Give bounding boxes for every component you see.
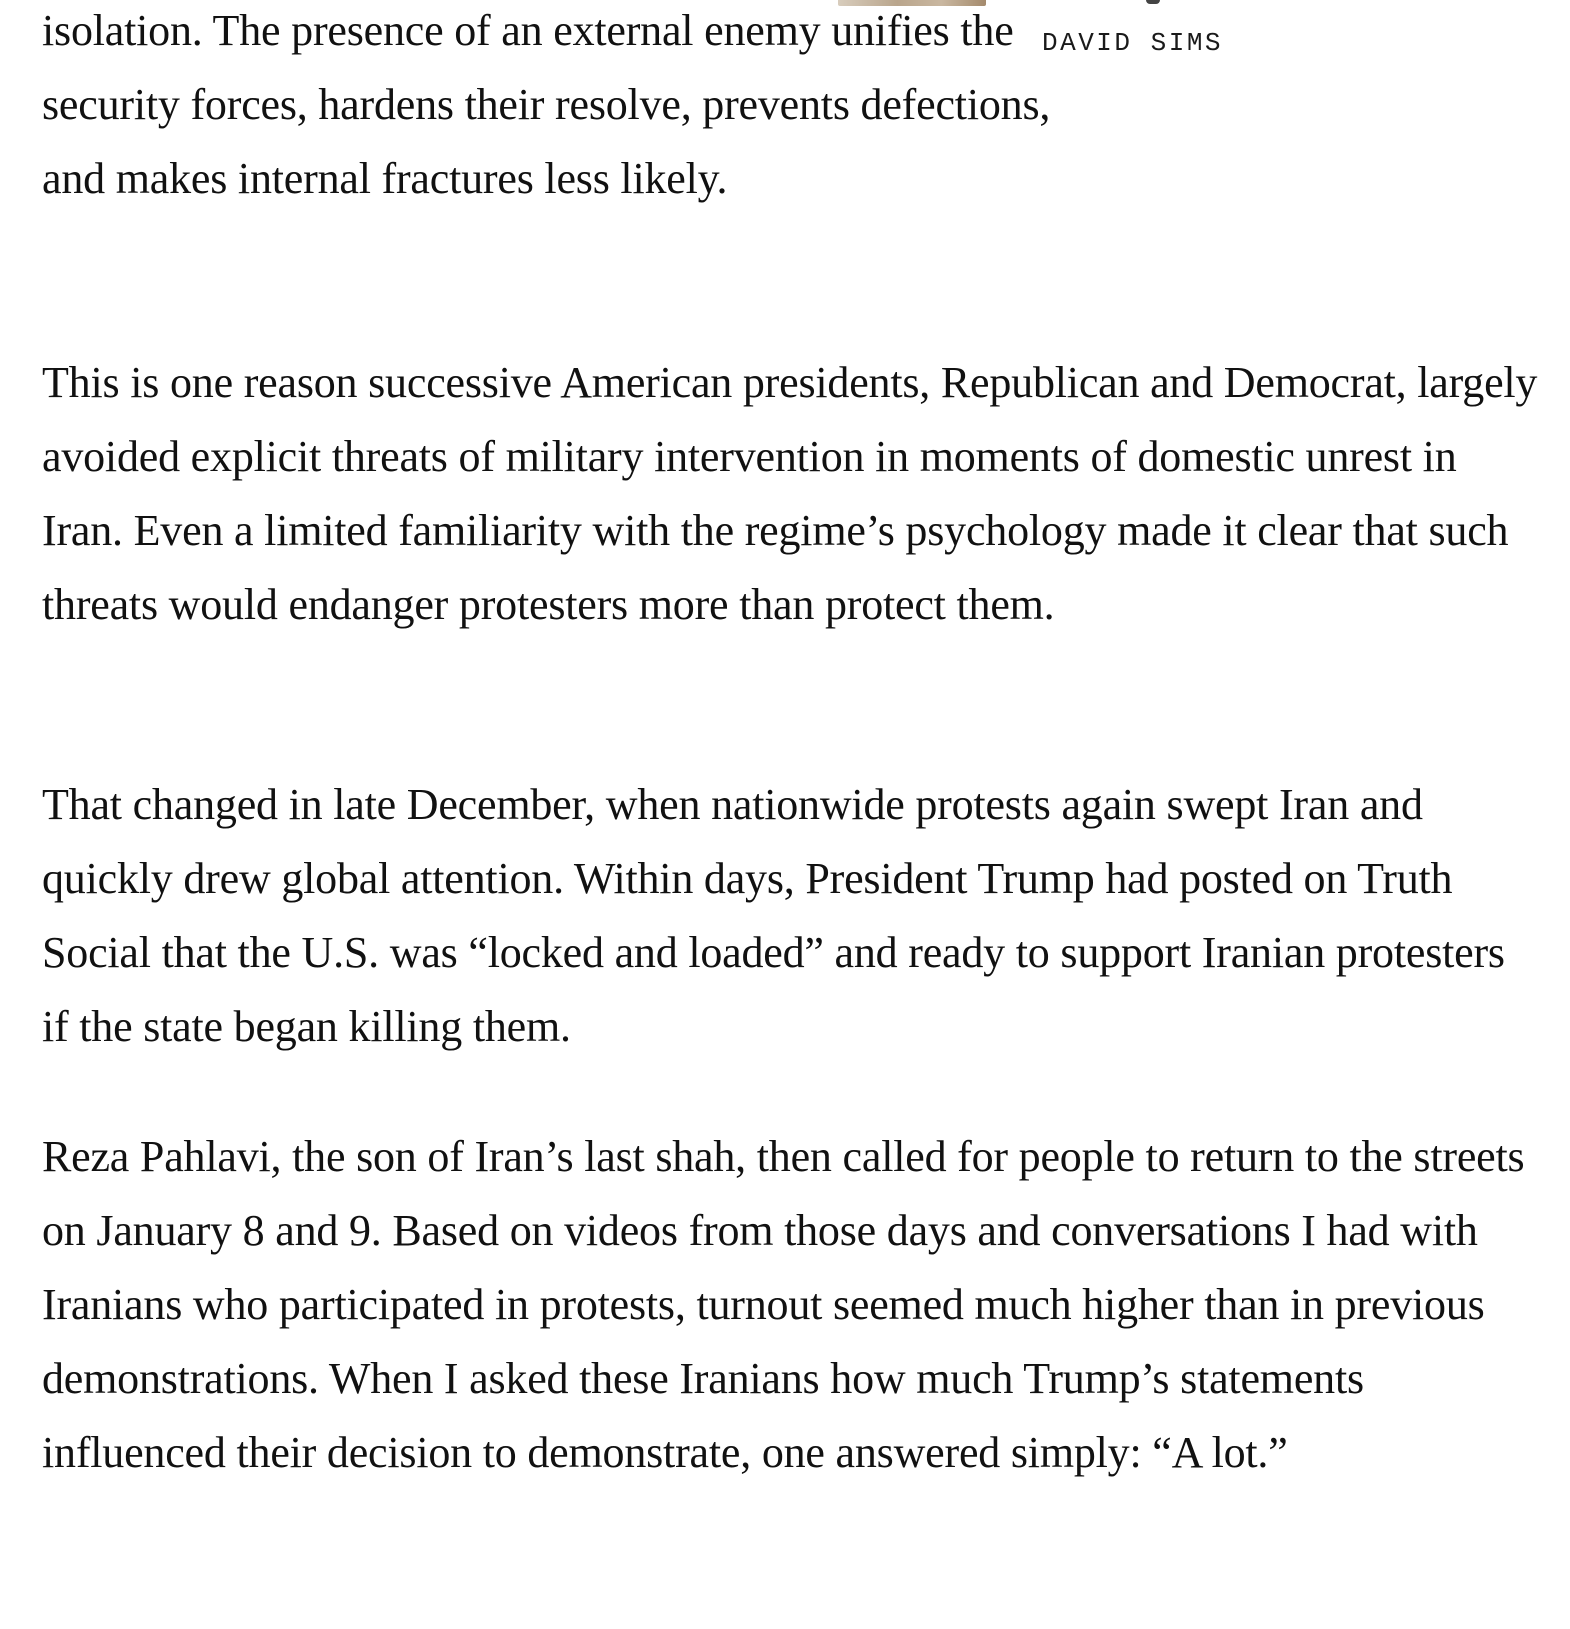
article-paragraph: This is one reason successive American presidents, Republican and Democrat, largely avoided explicit threats of military intervention in moments of domestic unrest in Iran. Even a limited familiarity with the regime’s psychology made it clear that such threats would endanger protesters more than protect them. bbox=[42, 358, 1538, 629]
article-paragraph: isolation. The presence of an external enemy unifies the security forces, hardens their resolve, prevents defections, and makes internal fractures less likely. bbox=[42, 6, 1051, 203]
related-story-card[interactable] bbox=[796, 0, 1356, 70]
article-paragraph: Reza Pahlavi, the son of Iran’s last shah, then called for people to return to the streets on January 8 and 9. Based on videos from those days and conversations I had with Iranians who participated in protests, turnout seemed much higher than in previous demonstrations. When I asked these Iranians how much Trump’s statements influenced their decision to demonstrate, one answered simply: “A lot.” bbox=[42, 1132, 1525, 1477]
article-paragraph: That changed in late December, when nationwide protests again swept Iran and quickly drew global attention. Within days, President Trump had posted on Truth Social that the U.S. was “locked and loaded” and ready to support Iranian protesters if the state began killing them. bbox=[42, 780, 1505, 1051]
headline-fragment bbox=[1146, 0, 1160, 4]
related-story-author: DAVID SIMS bbox=[1042, 28, 1224, 58]
related-story-thumbnail[interactable] bbox=[838, 0, 986, 6]
